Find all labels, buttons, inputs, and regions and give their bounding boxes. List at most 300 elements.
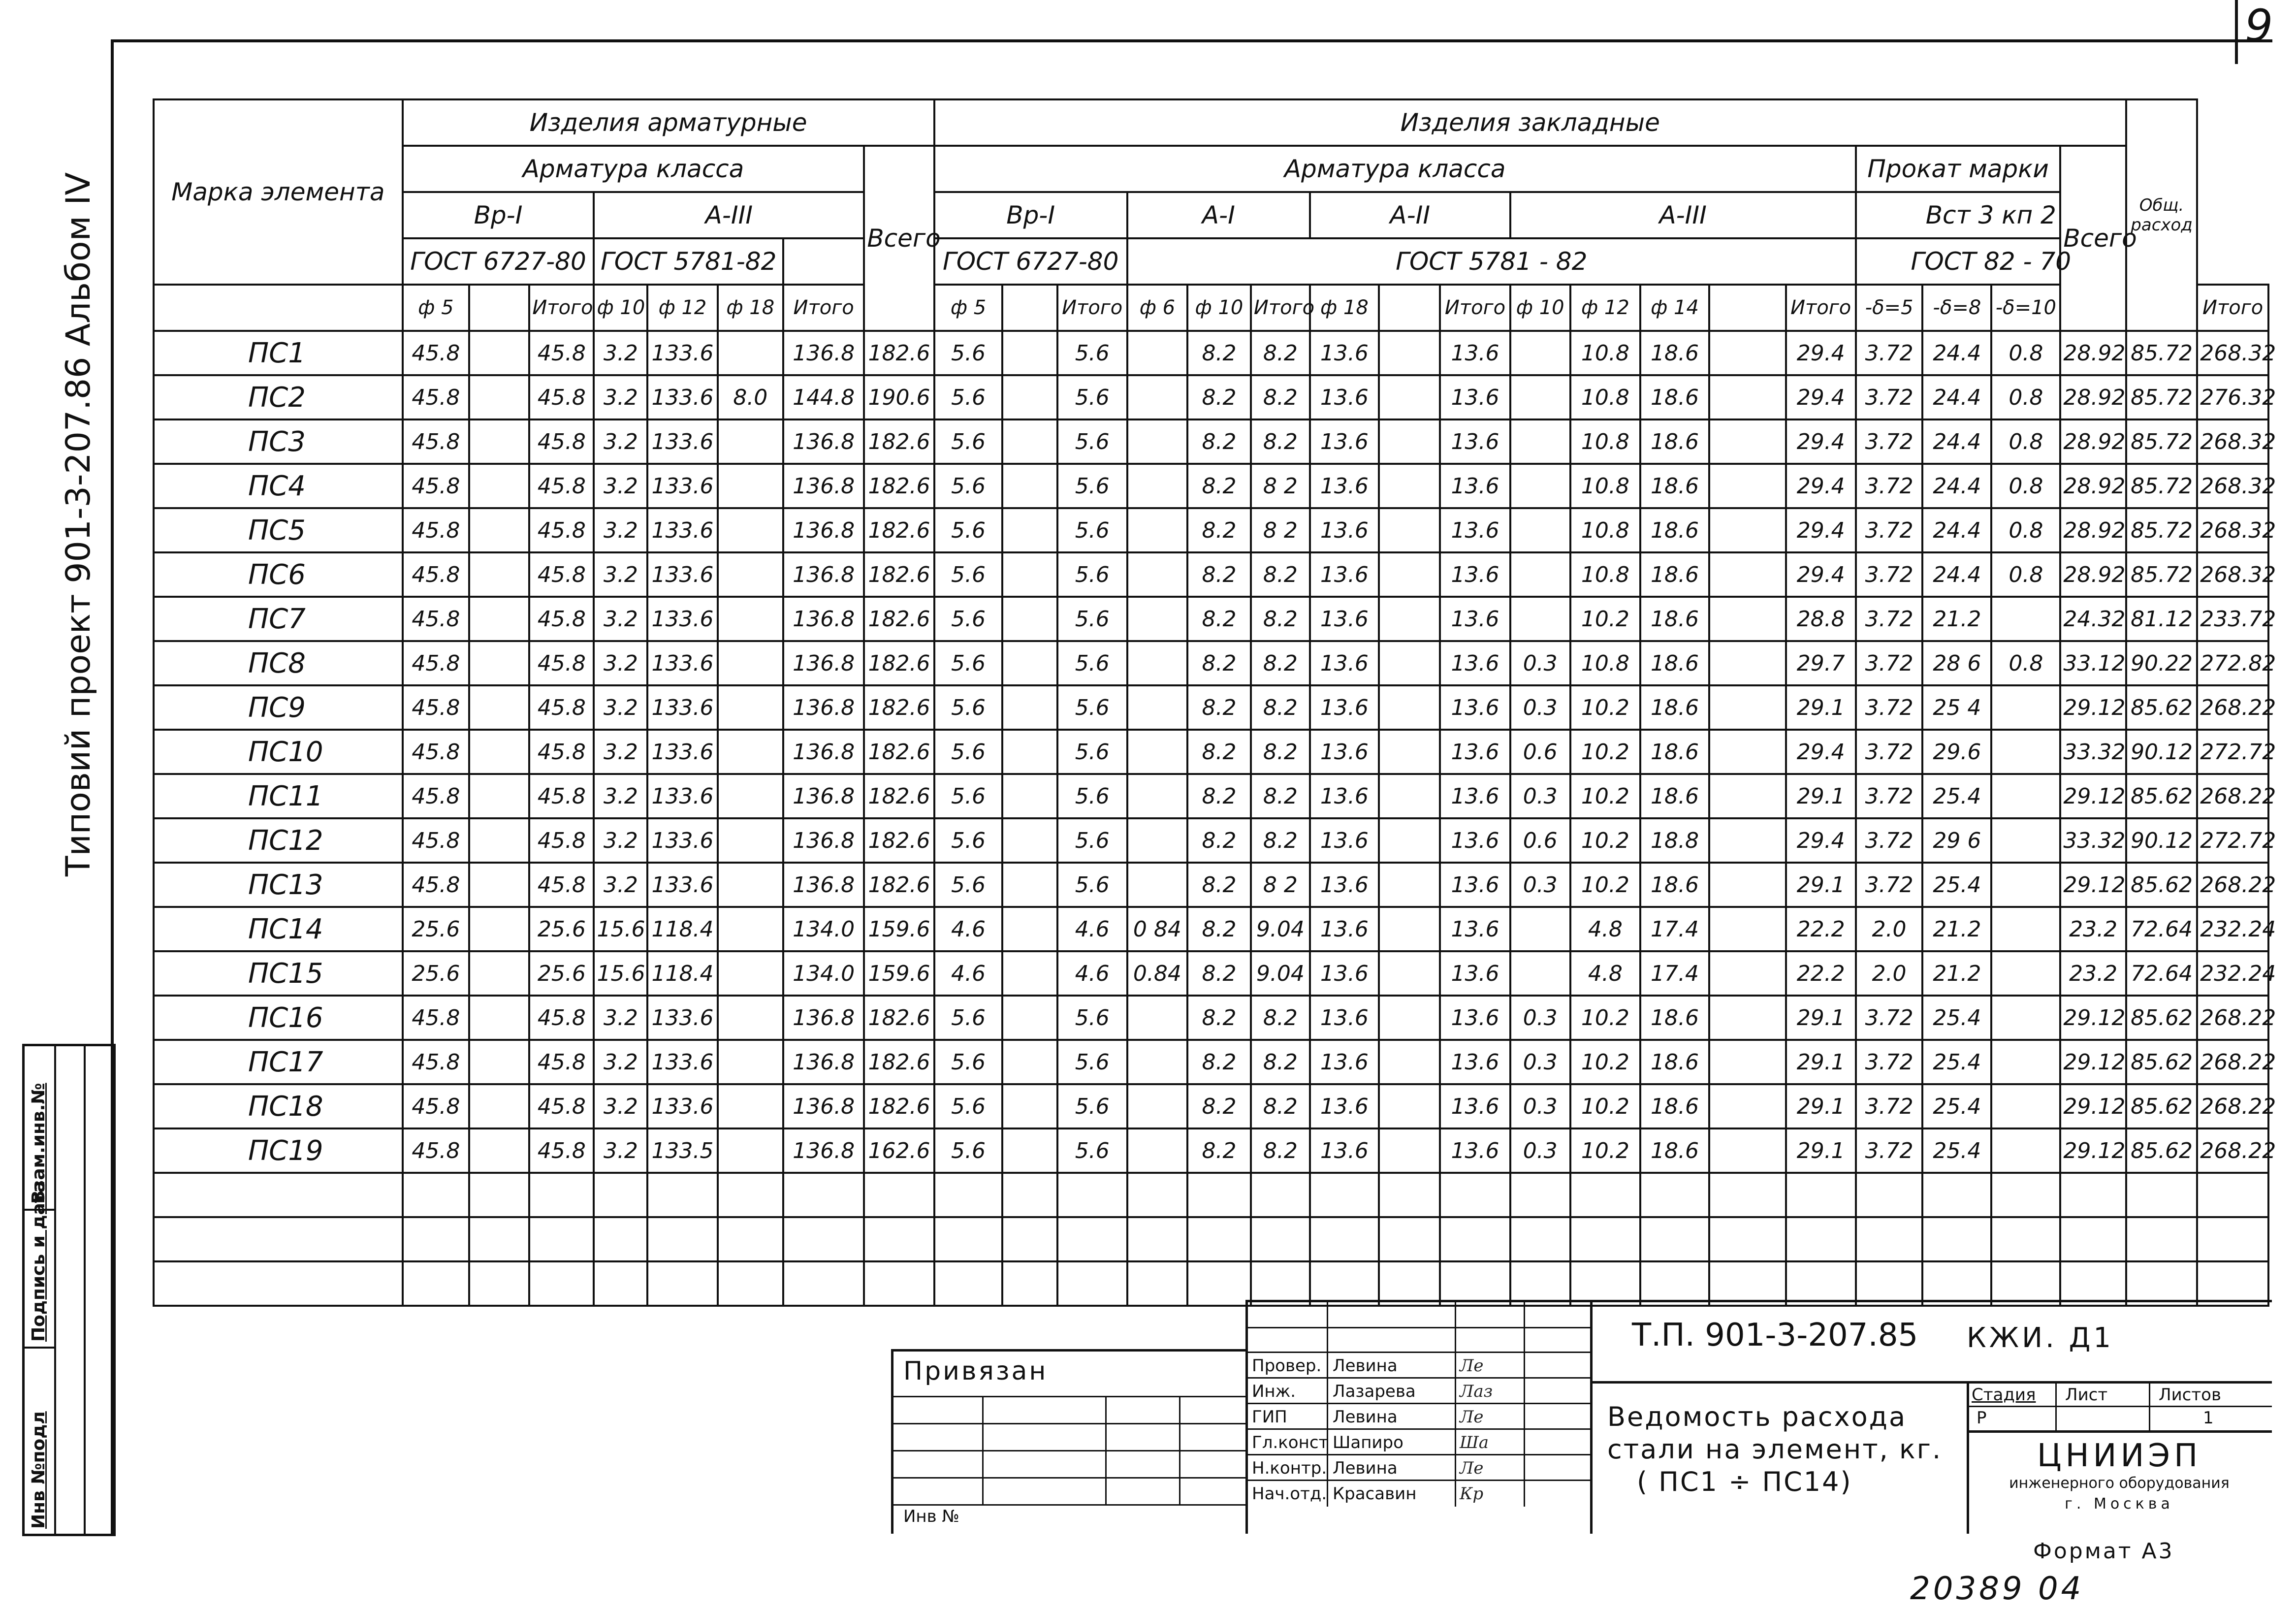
table-cell xyxy=(718,730,783,774)
subheader-cell: ф 6 xyxy=(1127,285,1187,331)
table-cell xyxy=(1002,641,1057,685)
table-cell: 133.6 xyxy=(647,730,717,774)
empty-cell xyxy=(1310,1261,1379,1306)
subheader-cell: ф 5 xyxy=(403,285,470,331)
table-cell xyxy=(1379,464,1440,508)
table-cell: 90.12 xyxy=(2126,730,2197,774)
table-cell: 268.22 xyxy=(2197,996,2268,1040)
table-cell: 85.72 xyxy=(2126,508,2197,552)
stamp-divider xyxy=(1524,1430,1525,1455)
table-cell: 5.6 xyxy=(934,552,1003,597)
table-cell: 13.6 xyxy=(1440,996,1510,1040)
table-cell: 182.6 xyxy=(864,818,934,863)
table-cell xyxy=(1379,1084,1440,1128)
table-cell: 85.62 xyxy=(2126,996,2197,1040)
table-cell xyxy=(1002,996,1057,1040)
table-cell: 24.4 xyxy=(1922,419,1991,464)
stamp-divider xyxy=(1327,1430,1328,1455)
table-cell xyxy=(1127,641,1187,685)
subheader-cell: Итого xyxy=(1786,285,1856,331)
gost-82-header: ГОСТ 82 - 70 xyxy=(1856,238,2126,285)
table-cell: 13.6 xyxy=(1310,419,1379,464)
empty-cell xyxy=(1057,1173,1127,1217)
table-cell: 182.6 xyxy=(864,464,934,508)
table-cell xyxy=(469,641,529,685)
table-cell: 18.6 xyxy=(1640,419,1709,464)
table-cell: 85.72 xyxy=(2126,331,2197,375)
table-cell: 29.4 xyxy=(1786,552,1856,597)
table-cell: 13.6 xyxy=(1440,552,1510,597)
table-row xyxy=(154,375,2268,419)
subheader-cell xyxy=(1709,285,1786,331)
table-cell xyxy=(469,996,529,1040)
table-cell: 18.6 xyxy=(1640,508,1709,552)
table-cell: 13.6 xyxy=(1440,597,1510,641)
stamp-divider xyxy=(1524,1404,1525,1430)
table-cell: 0.8 xyxy=(1991,641,2060,685)
empty-cell xyxy=(1440,1261,1510,1306)
empty-cell xyxy=(1786,1173,1856,1217)
table-cell: 33.32 xyxy=(2060,818,2126,863)
table-cell: 5.6 xyxy=(1057,331,1127,375)
table-cell: 5.6 xyxy=(1057,419,1127,464)
table-cell: 268.32 xyxy=(2197,552,2268,597)
empty-cell xyxy=(2197,1173,2268,1217)
table-cell: 5.6 xyxy=(934,464,1003,508)
stamp-rule xyxy=(1248,1327,1593,1328)
table-cell xyxy=(1002,508,1057,552)
table-cell: 10.2 xyxy=(1570,685,1640,730)
table-row xyxy=(154,331,2268,375)
table-cell: 5.6 xyxy=(934,818,1003,863)
role-row xyxy=(1248,1480,1593,1507)
inventory-number: 20389 04 xyxy=(1910,1571,2084,1607)
element-mark: ПС7 xyxy=(154,597,403,641)
table-cell: 28.92 xyxy=(2060,331,2126,375)
table-cell: 8.2 xyxy=(1251,331,1310,375)
table-cell xyxy=(1991,685,2060,730)
table-cell: 8.2 xyxy=(1187,1128,1251,1173)
empty-cell xyxy=(1709,1261,1786,1306)
table-cell xyxy=(1379,685,1440,730)
table-cell: 5.6 xyxy=(1057,641,1127,685)
table-cell: 21.2 xyxy=(1922,597,1991,641)
table-cell: 13.6 xyxy=(1440,419,1510,464)
table-cell: 25.4 xyxy=(1922,1084,1991,1128)
table-cell: 0 84 xyxy=(1127,907,1187,951)
stamp-divider xyxy=(1455,1430,1456,1455)
table-cell: 10.8 xyxy=(1570,508,1640,552)
table-cell: 3.72 xyxy=(1856,1128,1923,1173)
table-cell xyxy=(1991,597,2060,641)
table-cell: 45.8 xyxy=(529,730,594,774)
empty-cell xyxy=(469,1217,529,1261)
table-cell: 159.6 xyxy=(864,907,934,951)
table-cell xyxy=(1709,996,1786,1040)
table-cell: 8.2 xyxy=(1251,774,1310,818)
table-cell xyxy=(469,464,529,508)
table-cell: 5.6 xyxy=(934,1084,1003,1128)
empty-cell xyxy=(864,1173,934,1217)
gost-5781-header: ГОСТ 5781-82 xyxy=(594,238,783,285)
table-cell: 8.2 xyxy=(1251,730,1310,774)
empty-cell xyxy=(1856,1217,1923,1261)
table-cell: 29.4 xyxy=(1786,331,1856,375)
table-cell: 13.6 xyxy=(1310,464,1379,508)
table-cell xyxy=(469,375,529,419)
table-cell: 10.8 xyxy=(1570,375,1640,419)
table-cell: 8.2 xyxy=(1187,641,1251,685)
stamp-divider xyxy=(1327,1302,1328,1352)
empty-cell xyxy=(529,1217,594,1261)
table-cell: 3.2 xyxy=(594,685,647,730)
table-cell: 133.5 xyxy=(647,1128,717,1173)
table-cell: 3.72 xyxy=(1856,996,1923,1040)
table-cell xyxy=(1510,419,1570,464)
table-cell: 3.2 xyxy=(594,818,647,863)
table-cell: 25.4 xyxy=(1922,863,1991,907)
role-name: Шапиро xyxy=(1333,1433,1403,1452)
table-cell: 133.6 xyxy=(647,375,717,419)
table-cell: 85.72 xyxy=(2126,375,2197,419)
table-cell: 45.8 xyxy=(403,996,470,1040)
table-cell xyxy=(469,907,529,951)
table-cell: 233.72 xyxy=(2197,597,2268,641)
empty-cell xyxy=(1510,1261,1570,1306)
table-cell xyxy=(1002,951,1057,996)
table-cell xyxy=(1709,375,1786,419)
table-cell xyxy=(1709,641,1786,685)
table-cell xyxy=(469,685,529,730)
table-cell: 182.6 xyxy=(864,774,934,818)
table-cell: 5.6 xyxy=(934,685,1003,730)
empty-cell xyxy=(1310,1217,1379,1261)
description-line-2: стали на элемент, кг. xyxy=(1607,1434,1943,1465)
table-cell xyxy=(718,685,783,730)
table-cell: 85.72 xyxy=(2126,552,2197,597)
roles-header-grid xyxy=(1248,1302,1593,1352)
table-cell: 25.6 xyxy=(529,907,594,951)
table-cell: 3.2 xyxy=(594,641,647,685)
table-cell: 5.6 xyxy=(934,331,1003,375)
table-cell: 10.2 xyxy=(1570,1084,1640,1128)
table-cell: 10.2 xyxy=(1570,774,1640,818)
empty-cell xyxy=(594,1217,647,1261)
table-cell: 13.6 xyxy=(1440,951,1510,996)
empty-cell xyxy=(934,1261,1003,1306)
empty-cell xyxy=(1786,1261,1856,1306)
empty-table-row xyxy=(154,1173,2268,1217)
table-cell: 182.6 xyxy=(864,508,934,552)
table-cell: 8.2 xyxy=(1187,419,1251,464)
table-cell xyxy=(718,597,783,641)
table-cell xyxy=(718,863,783,907)
empty-cell xyxy=(1570,1173,1640,1217)
table-cell xyxy=(469,1084,529,1128)
table-cell: 0.3 xyxy=(1510,1040,1570,1084)
subheader-cell: ф 5 xyxy=(934,285,1003,331)
element-mark: ПС6 xyxy=(154,552,403,597)
table-cell: 29.6 xyxy=(1922,730,1991,774)
table-cell: 182.6 xyxy=(864,996,934,1040)
empty-cell xyxy=(154,1173,403,1217)
table-cell: 8.2 xyxy=(1251,375,1310,419)
table-cell: 29.12 xyxy=(2060,1084,2126,1128)
empty-cell xyxy=(1057,1261,1127,1306)
table-cell: 10.2 xyxy=(1570,1040,1640,1084)
table-cell: 85.62 xyxy=(2126,774,2197,818)
table-cell xyxy=(718,641,783,685)
table-cell: 190.6 xyxy=(864,375,934,419)
empty-cell xyxy=(1187,1261,1251,1306)
table-cell: 4.6 xyxy=(934,907,1003,951)
table-cell: 10.2 xyxy=(1570,863,1640,907)
empty-cell xyxy=(1187,1173,1251,1217)
table-cell xyxy=(1709,508,1786,552)
table-cell: 10.2 xyxy=(1570,597,1640,641)
table-cell: 133.6 xyxy=(647,597,717,641)
table-cell: 3.2 xyxy=(594,730,647,774)
table-cell xyxy=(1510,331,1570,375)
table-cell: 10.8 xyxy=(1570,552,1640,597)
table-cell xyxy=(469,1040,529,1084)
table-cell: 18.6 xyxy=(1640,1084,1709,1128)
table-cell: 0.8 xyxy=(1991,331,2060,375)
role-row xyxy=(1248,1428,1593,1455)
table-cell: 10.8 xyxy=(1570,331,1640,375)
table-cell: 25 4 xyxy=(1922,685,1991,730)
table-cell xyxy=(1002,331,1057,375)
table-cell: 45.8 xyxy=(529,1084,594,1128)
empty-cell xyxy=(864,1261,934,1306)
table-cell: 17.4 xyxy=(1640,951,1709,996)
table-cell xyxy=(1510,951,1570,996)
role-title: Провер. xyxy=(1252,1356,1322,1376)
table-cell: 13.6 xyxy=(1310,863,1379,907)
table-cell: 8.2 xyxy=(1187,331,1251,375)
table-cell xyxy=(1510,597,1570,641)
empty-table-row xyxy=(154,1217,2268,1261)
table-cell: 2.0 xyxy=(1856,907,1923,951)
table-cell: 0.8 xyxy=(1991,508,2060,552)
table-cell xyxy=(1379,419,1440,464)
table-cell xyxy=(718,1084,783,1128)
empty-cell xyxy=(2060,1261,2126,1306)
table-cell: 3.2 xyxy=(594,774,647,818)
empty-cell xyxy=(1127,1261,1187,1306)
table-cell: 5.6 xyxy=(1057,863,1127,907)
table-cell: 8.2 xyxy=(1187,863,1251,907)
table-cell: 9.04 xyxy=(1251,907,1310,951)
table-cell: 45.8 xyxy=(403,464,470,508)
table-cell: 8.2 xyxy=(1251,685,1310,730)
table-cell xyxy=(1510,375,1570,419)
table-cell xyxy=(1379,774,1440,818)
vertical-title: Типовий проект 901-3-207.86 Альбом IV xyxy=(59,172,98,876)
table-cell: 45.8 xyxy=(529,863,594,907)
organization: ЦНИИЭП xyxy=(2037,1438,2202,1474)
empty-cell xyxy=(934,1173,1003,1217)
table-cell: 29.4 xyxy=(1786,818,1856,863)
table-cell: 13.6 xyxy=(1440,1084,1510,1128)
table-cell: 118.4 xyxy=(647,907,717,951)
table-cell xyxy=(1127,730,1187,774)
table-cell: 29.1 xyxy=(1786,1084,1856,1128)
table-cell: 8.2 xyxy=(1251,818,1310,863)
empty-cell xyxy=(2126,1173,2197,1217)
table-cell xyxy=(469,951,529,996)
empty-cell xyxy=(647,1217,717,1261)
empty-cell xyxy=(783,1173,864,1217)
table-cell: 8 2 xyxy=(1251,464,1310,508)
empty-cell xyxy=(1570,1217,1640,1261)
table-cell: 25.6 xyxy=(529,951,594,996)
table-cell xyxy=(1379,951,1440,996)
table-cell: 136.8 xyxy=(783,464,864,508)
table-cell: 13.6 xyxy=(1310,1040,1379,1084)
table-cell xyxy=(469,863,529,907)
table-cell: 136.8 xyxy=(783,641,864,685)
empty-cell xyxy=(2197,1261,2268,1306)
element-mark: ПС13 xyxy=(154,863,403,907)
table-cell: 0.8 xyxy=(1991,419,2060,464)
element-mark: ПС11 xyxy=(154,774,403,818)
table-cell: 29.12 xyxy=(2060,996,2126,1040)
element-mark: ПС18 xyxy=(154,1084,403,1128)
empty-cell xyxy=(1570,1261,1640,1306)
table-cell: 3.72 xyxy=(1856,641,1923,685)
table-row xyxy=(154,951,2268,996)
table-cell: 182.6 xyxy=(864,419,934,464)
side-stamp-divider xyxy=(84,1046,86,1534)
empty-cell xyxy=(403,1217,470,1261)
table-cell xyxy=(1127,685,1187,730)
table-cell: 45.8 xyxy=(403,1128,470,1173)
table-cell: 136.8 xyxy=(783,419,864,464)
empty-cell xyxy=(2197,1217,2268,1261)
table-cell: 29.4 xyxy=(1786,375,1856,419)
table-cell: 23.2 xyxy=(2060,951,2126,996)
table-cell: 72.64 xyxy=(2126,951,2197,996)
table-cell xyxy=(469,774,529,818)
table-cell: 0.3 xyxy=(1510,863,1570,907)
table-cell xyxy=(1002,1084,1057,1128)
empty-cell xyxy=(718,1217,783,1261)
table-cell: 13.6 xyxy=(1310,685,1379,730)
table-cell: 3.72 xyxy=(1856,1084,1923,1128)
table-cell: 23.2 xyxy=(2060,907,2126,951)
empty-cell xyxy=(1991,1173,2060,1217)
table-cell xyxy=(469,597,529,641)
table-cell: 18.6 xyxy=(1640,1128,1709,1173)
table-cell: 13.6 xyxy=(1310,331,1379,375)
table-cell: 133.6 xyxy=(647,774,717,818)
table-cell: 45.8 xyxy=(529,1040,594,1084)
table-cell: 45.8 xyxy=(529,685,594,730)
table-cell: 272.82 xyxy=(2197,641,2268,685)
empty-cell xyxy=(1379,1261,1440,1306)
table-cell: 8 2 xyxy=(1251,508,1310,552)
table-cell: 29.12 xyxy=(2060,685,2126,730)
subheader-cell: Итого xyxy=(1251,285,1310,331)
table-cell: 29.1 xyxy=(1786,996,1856,1040)
side-stamp xyxy=(22,1044,116,1536)
table-cell: 15.6 xyxy=(594,951,647,996)
table-cell: 8.2 xyxy=(1187,907,1251,951)
table-cell: 136.8 xyxy=(783,331,864,375)
table-cell xyxy=(718,996,783,1040)
empty-cell xyxy=(2126,1261,2197,1306)
table-cell: 10.2 xyxy=(1570,1128,1640,1173)
stamp-divider xyxy=(1524,1302,1525,1352)
table-cell: 3.72 xyxy=(1856,818,1923,863)
subheader-cell: Итого xyxy=(2197,285,2268,331)
role-name: Левина xyxy=(1333,1458,1398,1478)
general-consumption-header: Общ. расход xyxy=(2126,99,2197,331)
table-cell: 24.32 xyxy=(2060,597,2126,641)
empty-cell xyxy=(1310,1173,1379,1217)
stage-label: Стадия xyxy=(1972,1385,2036,1405)
element-mark: ПС3 xyxy=(154,419,403,464)
table-cell: 133.6 xyxy=(647,331,717,375)
table-cell xyxy=(1709,818,1786,863)
table-cell: 8.2 xyxy=(1251,1128,1310,1173)
table-cell: 29.1 xyxy=(1786,774,1856,818)
table-row xyxy=(154,597,2268,641)
table-cell: 3.72 xyxy=(1856,1040,1923,1084)
table-cell: 4.8 xyxy=(1570,951,1640,996)
table-cell: 3.2 xyxy=(594,464,647,508)
gost-5781-embedded-header: ГОСТ 5781 - 82 xyxy=(1127,238,1856,285)
table-cell: 0.3 xyxy=(1510,996,1570,1040)
table-cell: 182.6 xyxy=(864,863,934,907)
element-mark: ПС19 xyxy=(154,1128,403,1173)
table-cell: 5.6 xyxy=(1057,375,1127,419)
table-cell: 3.2 xyxy=(594,1084,647,1128)
table-cell xyxy=(1991,863,2060,907)
element-mark: ПС17 xyxy=(154,1040,403,1084)
table-cell xyxy=(1510,508,1570,552)
subheader-cell: ф 12 xyxy=(647,285,717,331)
privyazan-label: Привязан xyxy=(903,1356,1048,1386)
table-cell: 3.2 xyxy=(594,508,647,552)
table-row xyxy=(154,996,2268,1040)
table-cell: 13.6 xyxy=(1310,996,1379,1040)
table-cell: 29.1 xyxy=(1786,1040,1856,1084)
table-cell: 13.6 xyxy=(1440,1040,1510,1084)
class-bp1-embedded-header: Вр-I xyxy=(934,192,1127,238)
table-cell: 18.6 xyxy=(1640,685,1709,730)
stamp-divider xyxy=(1327,1404,1328,1430)
stamp-divider xyxy=(1327,1455,1328,1481)
table-cell: 18.6 xyxy=(1640,996,1709,1040)
table-cell: 28.92 xyxy=(2060,419,2126,464)
table-cell: 45.8 xyxy=(403,419,470,464)
table-cell: 272.72 xyxy=(2197,730,2268,774)
empty-cell xyxy=(1002,1217,1057,1261)
stamp-divider xyxy=(1524,1353,1525,1379)
table-cell xyxy=(718,464,783,508)
table-row xyxy=(154,1128,2268,1173)
subheader-cell: ф 10 xyxy=(1187,285,1251,331)
role-signature: Кр xyxy=(1460,1484,1484,1504)
subheader-cell: -δ=5 xyxy=(1856,285,1923,331)
table-cell: 5.6 xyxy=(934,508,1003,552)
doc-code: Т.П. 901-3-207.85 xyxy=(1632,1317,1918,1353)
table-cell: 8.2 xyxy=(1187,818,1251,863)
table-cell: 18.6 xyxy=(1640,1040,1709,1084)
table-cell: 13.6 xyxy=(1310,552,1379,597)
